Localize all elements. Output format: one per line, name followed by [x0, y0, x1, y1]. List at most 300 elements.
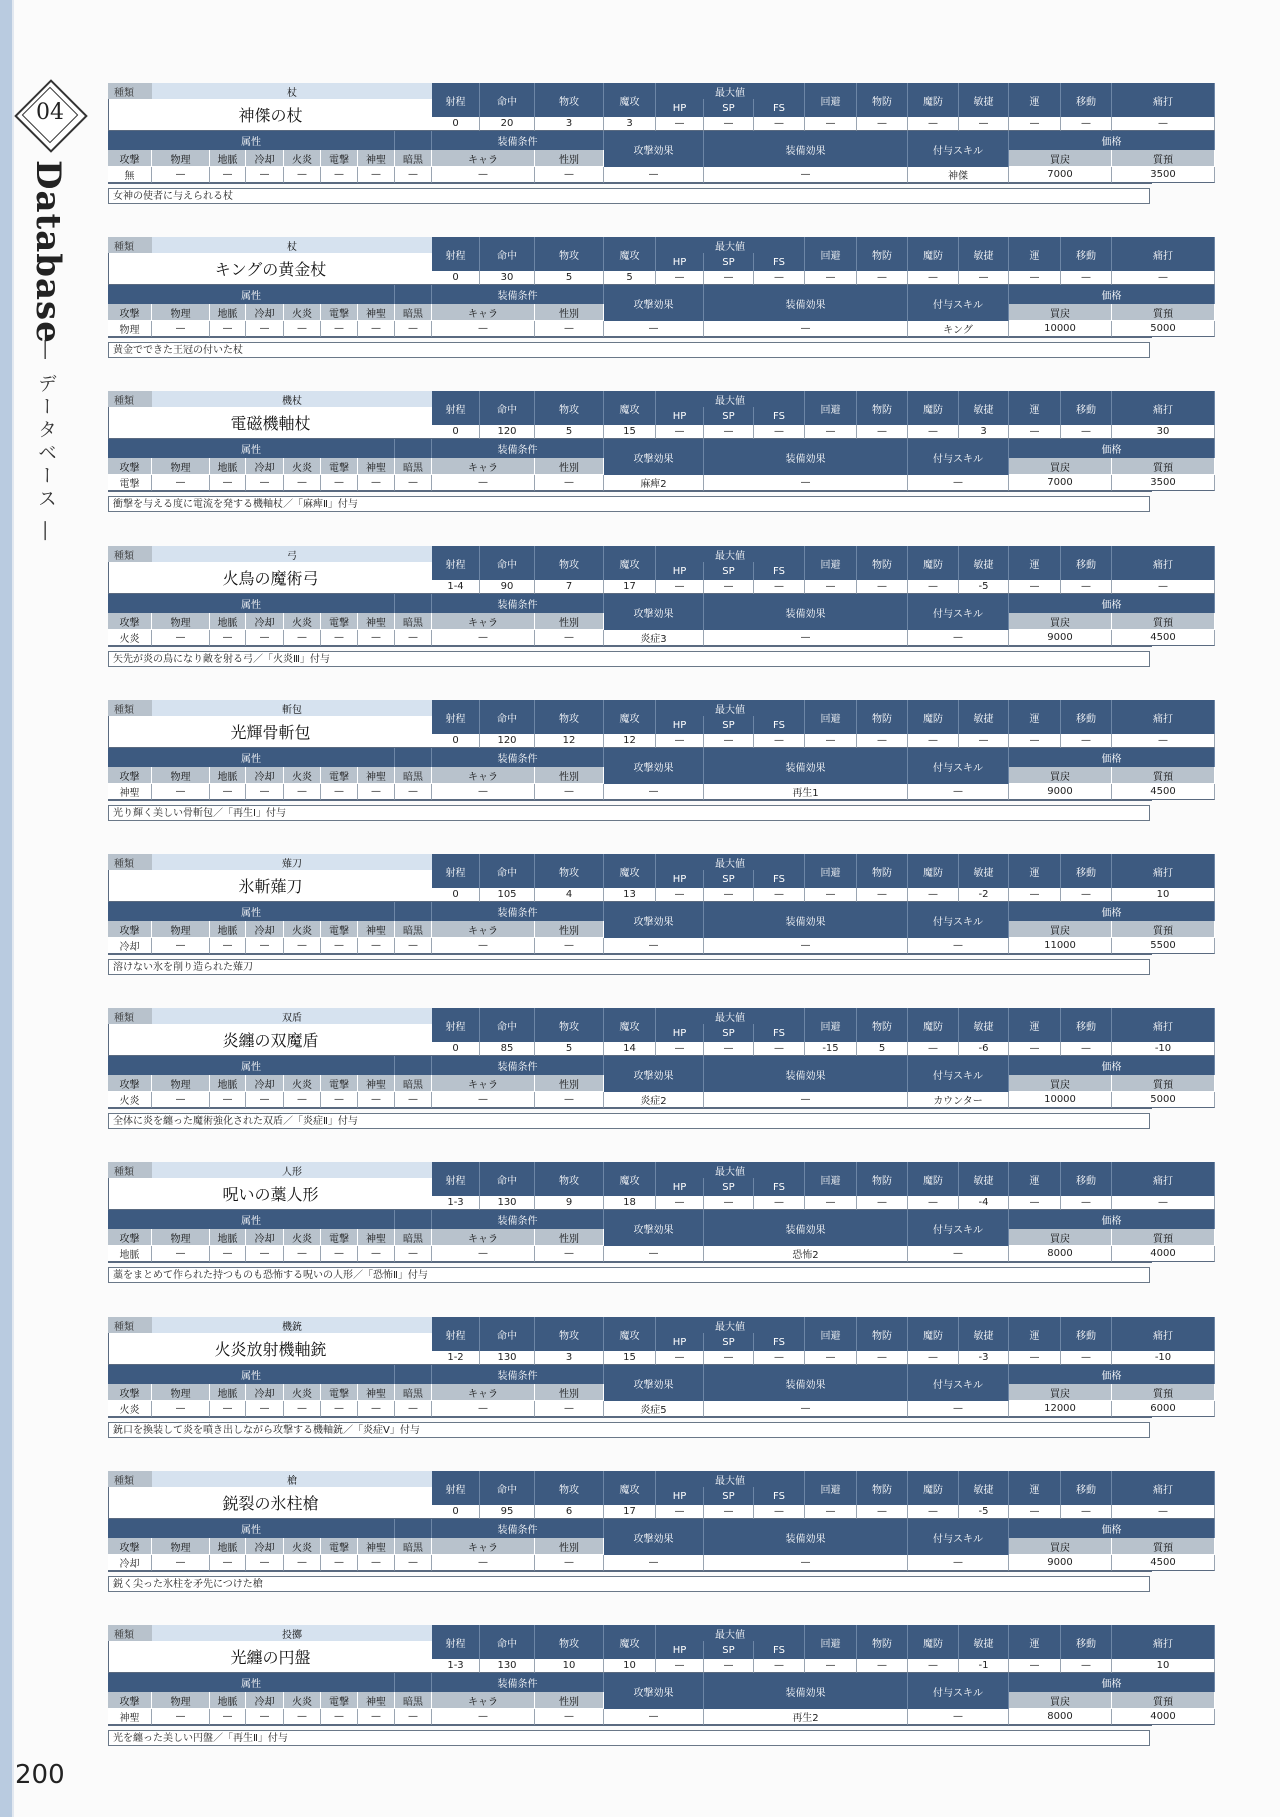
header-attr-fire: 火炎 — [284, 613, 321, 630]
stat-luck: — — [1009, 1659, 1061, 1673]
header-attack-effect: 攻撃効果 — [604, 439, 704, 475]
attr-fire: — — [284, 938, 321, 954]
stat-mag-atk: 13 — [604, 888, 656, 902]
header-buy: 買戻 — [1009, 1538, 1112, 1555]
price-sell: 3500 — [1112, 167, 1215, 183]
equip-effect: — — [704, 321, 908, 337]
attack-effect: — — [604, 1246, 704, 1262]
header-attr-attack: 攻撃 — [108, 767, 152, 784]
weapon-entry — [108, 1317, 1176, 1460]
header-attr-electric: 電撃 — [321, 458, 358, 475]
header-mag-def: 魔防 — [908, 1317, 959, 1351]
header-attr-earth: 地脈 — [210, 458, 246, 475]
header-move: 移動 — [1061, 83, 1112, 117]
header-range: 射程 — [432, 83, 480, 117]
header-sp: SP — [704, 870, 754, 888]
stat-range: 1-3 — [432, 1196, 480, 1210]
header-attr-earth: 地脈 — [210, 150, 246, 167]
attr-physical: — — [152, 1092, 210, 1108]
stat-hp: — — [656, 1505, 704, 1519]
header-attr-physical: 物理 — [152, 613, 210, 630]
header-luck: 運 — [1009, 237, 1061, 271]
header-gender: 性別 — [535, 613, 604, 630]
header-max-value: 最大値 — [656, 1471, 805, 1487]
header-attr-fire: 火炎 — [284, 1229, 321, 1246]
header-skill: 付与スキル — [908, 131, 1009, 167]
cond-gender: — — [535, 1555, 604, 1571]
header-max-value: 最大値 — [656, 391, 805, 407]
attr-attack: 火炎 — [108, 1092, 152, 1108]
header-phys-def: 物防 — [857, 1471, 908, 1505]
price-sell: 5500 — [1112, 938, 1215, 954]
weapon-description: 光を纏った美しい円盤／「再生Ⅱ」付与 — [108, 1730, 1150, 1746]
header-attr-cold: 冷却 — [246, 921, 284, 938]
stat-crit: 10 — [1112, 1659, 1215, 1673]
stat-phys-def: — — [857, 1351, 908, 1365]
weapon-type: 投擲 — [152, 1625, 432, 1641]
weapon-name: 神傑の杖 — [108, 99, 432, 131]
attr-fire: — — [284, 1709, 321, 1725]
header-attr-physical: 物理 — [152, 1384, 210, 1401]
header-attr-electric: 電撃 — [321, 1229, 358, 1246]
stat-crit: — — [1112, 734, 1215, 748]
price-sell: 5000 — [1112, 321, 1215, 337]
weapon-stat-table — [108, 237, 1176, 338]
header-chara: キャラ — [432, 921, 535, 938]
stat-mag-def: — — [908, 1196, 959, 1210]
stat-phys-atk: 3 — [535, 1351, 604, 1365]
header-evasion: 回避 — [805, 700, 857, 734]
header-fs: FS — [754, 99, 805, 117]
equip-effect: — — [704, 630, 908, 646]
header-attr-attack: 攻撃 — [108, 458, 152, 475]
attack-effect: — — [604, 167, 704, 183]
header-buy: 買戻 — [1009, 150, 1112, 167]
header-max-value: 最大値 — [656, 1008, 805, 1024]
header-attr-dark: 暗黒 — [395, 767, 432, 784]
stat-sp: — — [704, 1505, 754, 1519]
header-attr-fire: 火炎 — [284, 458, 321, 475]
header-spacer — [395, 1365, 432, 1384]
stat-range: 1-3 — [432, 1659, 480, 1673]
header-attr-holy: 神聖 — [358, 1384, 395, 1401]
header-price: 価格 — [1009, 1210, 1215, 1229]
attr-earth: — — [210, 630, 246, 646]
weapon-stat-table — [108, 391, 1176, 492]
header-move: 移動 — [1061, 854, 1112, 888]
header-gender: 性別 — [535, 1229, 604, 1246]
header-buy: 買戻 — [1009, 1229, 1112, 1246]
weapon-stat-table — [108, 546, 1176, 647]
stat-move: — — [1061, 1659, 1112, 1673]
stat-accuracy: 20 — [480, 117, 535, 131]
stat-agility: -5 — [959, 580, 1009, 594]
header-evasion: 回避 — [805, 1008, 857, 1042]
stat-mag-def: — — [908, 1351, 959, 1365]
header-attr-attack: 攻撃 — [108, 613, 152, 630]
stat-mag-def: — — [908, 888, 959, 902]
header-agility: 敏捷 — [959, 1008, 1009, 1042]
stat-luck: — — [1009, 425, 1061, 439]
header-crit: 痛打 — [1112, 1471, 1215, 1505]
weapon-type: 杖 — [152, 83, 432, 99]
attr-fire: — — [284, 475, 321, 491]
header-attr-dark: 暗黒 — [395, 1229, 432, 1246]
stat-luck: — — [1009, 1505, 1061, 1519]
stat-evasion: — — [805, 1196, 857, 1210]
stat-mag-atk: 18 — [604, 1196, 656, 1210]
attr-dark: — — [395, 784, 432, 800]
stat-phys-atk: 5 — [535, 425, 604, 439]
stat-phys-atk: 5 — [535, 1042, 604, 1056]
header-attribute: 属性 — [108, 1365, 395, 1384]
header-attr-fire: 火炎 — [284, 304, 321, 321]
stat-range: 0 — [432, 271, 480, 285]
weapon-stat-table — [108, 1162, 1176, 1263]
stat-sp: — — [704, 734, 754, 748]
price-buy: 9000 — [1009, 630, 1112, 646]
header-spacer — [395, 1210, 432, 1229]
attr-dark: — — [395, 938, 432, 954]
header-attr-cold: 冷却 — [246, 767, 284, 784]
stat-phys-def: — — [857, 1505, 908, 1519]
attr-physical: — — [152, 1709, 210, 1725]
header-accuracy: 命中 — [480, 1471, 535, 1505]
attack-effect: 炎症5 — [604, 1401, 704, 1417]
stat-fs: — — [754, 734, 805, 748]
header-evasion: 回避 — [805, 237, 857, 271]
attr-cold: — — [246, 167, 284, 183]
header-attr-earth: 地脈 — [210, 1075, 246, 1092]
stat-evasion: — — [805, 1505, 857, 1519]
header-crit: 痛打 — [1112, 1625, 1215, 1659]
header-chara: キャラ — [432, 1538, 535, 1555]
header-chara: キャラ — [432, 1229, 535, 1246]
cond-gender: — — [535, 167, 604, 183]
header-attr-fire: 火炎 — [284, 921, 321, 938]
header-accuracy: 命中 — [480, 854, 535, 888]
header-sp: SP — [704, 253, 754, 271]
header-attr-fire: 火炎 — [284, 1384, 321, 1401]
attr-electric: — — [321, 1246, 358, 1262]
stat-mag-atk: 10 — [604, 1659, 656, 1673]
header-hp: HP — [656, 716, 704, 734]
header-mag-def: 魔防 — [908, 546, 959, 580]
header-range: 射程 — [432, 854, 480, 888]
header-accuracy: 命中 — [480, 1008, 535, 1042]
weapon-stat-table — [108, 1008, 1176, 1109]
header-spacer — [395, 1056, 432, 1075]
header-equip-cond: 装備条件 — [432, 1673, 604, 1692]
header-attribute: 属性 — [108, 285, 395, 304]
header-agility: 敏捷 — [959, 1162, 1009, 1196]
header-attr-dark: 暗黒 — [395, 1384, 432, 1401]
header-hp: HP — [656, 253, 704, 271]
header-fs: FS — [754, 253, 805, 271]
header-attr-earth: 地脈 — [210, 1229, 246, 1246]
stat-hp: — — [656, 117, 704, 131]
header-fs: FS — [754, 1024, 805, 1042]
attr-holy: — — [358, 475, 395, 491]
stat-mag-def: — — [908, 1042, 959, 1056]
attr-fire: — — [284, 167, 321, 183]
attr-fire: — — [284, 1246, 321, 1262]
header-mag-atk: 魔攻 — [604, 1008, 656, 1042]
header-price: 価格 — [1009, 1365, 1215, 1384]
header-accuracy: 命中 — [480, 83, 535, 117]
stat-crit: — — [1112, 1196, 1215, 1210]
cond-chara: — — [432, 1555, 535, 1571]
type-label: 種類 — [108, 1008, 152, 1024]
stat-phys-atk: 4 — [535, 888, 604, 902]
header-equip-effect: 装備効果 — [704, 131, 908, 167]
header-max-value: 最大値 — [656, 700, 805, 716]
header-sp: SP — [704, 1024, 754, 1042]
price-sell: 4500 — [1112, 784, 1215, 800]
header-move: 移動 — [1061, 1471, 1112, 1505]
stat-crit: — — [1112, 580, 1215, 594]
header-attr-electric: 電撃 — [321, 613, 358, 630]
header-sp: SP — [704, 716, 754, 734]
header-attr-physical: 物理 — [152, 458, 210, 475]
stat-evasion: — — [805, 888, 857, 902]
weapon-description: 黄金でできた王冠の付いた杖 — [108, 342, 1150, 358]
header-phys-def: 物防 — [857, 700, 908, 734]
attr-physical: — — [152, 1246, 210, 1262]
stat-sp: — — [704, 271, 754, 285]
header-move: 移動 — [1061, 700, 1112, 734]
attr-earth: — — [210, 321, 246, 337]
header-skill: 付与スキル — [908, 1519, 1009, 1555]
header-attr-attack: 攻撃 — [108, 1075, 152, 1092]
attr-holy: — — [358, 167, 395, 183]
attr-dark: — — [395, 167, 432, 183]
header-attr-earth: 地脈 — [210, 1538, 246, 1555]
header-attr-earth: 地脈 — [210, 304, 246, 321]
header-max-value: 最大値 — [656, 1162, 805, 1178]
header-phys-atk: 物攻 — [535, 1317, 604, 1351]
price-sell: 4000 — [1112, 1709, 1215, 1725]
cond-gender: — — [535, 1709, 604, 1725]
header-equip-cond: 装備条件 — [432, 902, 604, 921]
header-attr-physical: 物理 — [152, 304, 210, 321]
header-attack-effect: 攻撃効果 — [604, 1210, 704, 1246]
header-attribute: 属性 — [108, 748, 395, 767]
attack-effect: — — [604, 784, 704, 800]
attack-effect: — — [604, 1709, 704, 1725]
stat-sp: — — [704, 888, 754, 902]
header-spacer — [395, 439, 432, 458]
header-attr-attack: 攻撃 — [108, 1692, 152, 1709]
attr-earth: — — [210, 1555, 246, 1571]
stat-hp: — — [656, 425, 704, 439]
stat-phys-atk: 9 — [535, 1196, 604, 1210]
stat-phys-def: — — [857, 1659, 908, 1673]
header-mag-def: 魔防 — [908, 237, 959, 271]
header-phys-def: 物防 — [857, 83, 908, 117]
header-max-value: 最大値 — [656, 1317, 805, 1333]
stat-range: 0 — [432, 117, 480, 131]
stat-hp: — — [656, 1042, 704, 1056]
stat-evasion: — — [805, 1659, 857, 1673]
stat-accuracy: 130 — [480, 1659, 535, 1673]
header-agility: 敏捷 — [959, 700, 1009, 734]
attr-cold: — — [246, 1555, 284, 1571]
header-max-value: 最大値 — [656, 854, 805, 870]
header-move: 移動 — [1061, 237, 1112, 271]
header-attr-dark: 暗黒 — [395, 1075, 432, 1092]
header-attr-fire: 火炎 — [284, 767, 321, 784]
equip-effect: — — [704, 167, 908, 183]
attr-cold: — — [246, 475, 284, 491]
header-price: 価格 — [1009, 1519, 1215, 1538]
header-agility: 敏捷 — [959, 546, 1009, 580]
attr-holy: — — [358, 1401, 395, 1417]
header-sell: 質預 — [1112, 304, 1215, 321]
header-equip-cond: 装備条件 — [432, 439, 604, 458]
stat-fs: — — [754, 1196, 805, 1210]
weapon-entry — [108, 854, 1176, 997]
header-gender: 性別 — [535, 1538, 604, 1555]
header-range: 射程 — [432, 1317, 480, 1351]
header-attr-electric: 電撃 — [321, 1538, 358, 1555]
header-attr-holy: 神聖 — [358, 767, 395, 784]
header-agility: 敏捷 — [959, 83, 1009, 117]
header-phys-def: 物防 — [857, 391, 908, 425]
header-attribute: 属性 — [108, 1519, 395, 1538]
granted-skill: — — [908, 1709, 1009, 1725]
header-range: 射程 — [432, 391, 480, 425]
stat-move: — — [1061, 1042, 1112, 1056]
equip-effect: — — [704, 1401, 908, 1417]
header-attr-holy: 神聖 — [358, 458, 395, 475]
weapon-name: 鋭裂の氷柱槍 — [108, 1487, 432, 1519]
stat-hp: — — [656, 1351, 704, 1365]
attr-earth: — — [210, 1401, 246, 1417]
header-crit: 痛打 — [1112, 546, 1215, 580]
header-phys-atk: 物攻 — [535, 854, 604, 888]
header-attr-physical: 物理 — [152, 1229, 210, 1246]
stat-range: 0 — [432, 888, 480, 902]
weapon-name: 氷斬薙刀 — [108, 870, 432, 902]
stat-accuracy: 120 — [480, 734, 535, 748]
header-buy: 買戻 — [1009, 921, 1112, 938]
header-attack-effect: 攻撃効果 — [604, 285, 704, 321]
weapon-entry — [108, 391, 1176, 534]
header-agility: 敏捷 — [959, 1471, 1009, 1505]
type-label: 種類 — [108, 854, 152, 870]
header-range: 射程 — [432, 1471, 480, 1505]
header-equip-cond: 装備条件 — [432, 1365, 604, 1384]
section-subtitle: ― データベース ― — [35, 340, 57, 545]
price-sell: 4500 — [1112, 1555, 1215, 1571]
cond-gender: — — [535, 938, 604, 954]
attr-attack: 冷却 — [108, 938, 152, 954]
header-attr-physical: 物理 — [152, 767, 210, 784]
stat-move: — — [1061, 1196, 1112, 1210]
stat-mag-atk: 3 — [604, 117, 656, 131]
stat-sp: — — [704, 1042, 754, 1056]
header-equip-effect: 装備効果 — [704, 1365, 908, 1401]
attr-physical: — — [152, 630, 210, 646]
header-attr-dark: 暗黒 — [395, 304, 432, 321]
stat-phys-atk: 7 — [535, 580, 604, 594]
header-crit: 痛打 — [1112, 700, 1215, 734]
stat-move: — — [1061, 271, 1112, 285]
stat-luck: — — [1009, 117, 1061, 131]
header-attack-effect: 攻撃効果 — [604, 1365, 704, 1401]
header-buy: 買戻 — [1009, 767, 1112, 784]
stat-crit: -10 — [1112, 1351, 1215, 1365]
weapon-description: 全体に炎を纏った魔術強化された双盾／「炎症Ⅱ」付与 — [108, 1113, 1150, 1129]
header-attr-fire: 火炎 — [284, 1075, 321, 1092]
header-range: 射程 — [432, 1625, 480, 1659]
attr-earth: — — [210, 475, 246, 491]
header-attack-effect: 攻撃効果 — [604, 1056, 704, 1092]
weapon-type: 斬包 — [152, 700, 432, 716]
cond-gender: — — [535, 475, 604, 491]
header-equip-cond: 装備条件 — [432, 1210, 604, 1229]
header-gender: 性別 — [535, 150, 604, 167]
attr-fire: — — [284, 1092, 321, 1108]
attr-attack: 神聖 — [108, 1709, 152, 1725]
stat-accuracy: 30 — [480, 271, 535, 285]
type-label: 種類 — [108, 391, 152, 407]
attr-physical: — — [152, 1401, 210, 1417]
attr-physical: — — [152, 938, 210, 954]
weapon-type: 機杖 — [152, 391, 432, 407]
header-phys-def: 物防 — [857, 1008, 908, 1042]
header-agility: 敏捷 — [959, 391, 1009, 425]
stat-phys-def: — — [857, 117, 908, 131]
header-attr-electric: 電撃 — [321, 767, 358, 784]
header-sell: 質預 — [1112, 1229, 1215, 1246]
header-range: 射程 — [432, 237, 480, 271]
attr-attack: 神聖 — [108, 784, 152, 800]
price-buy: 12000 — [1009, 1401, 1112, 1417]
stat-mag-atk: 17 — [604, 580, 656, 594]
stat-phys-def: 5 — [857, 1042, 908, 1056]
header-range: 射程 — [432, 546, 480, 580]
page-spine-bar — [0, 0, 12, 1817]
header-mag-def: 魔防 — [908, 1471, 959, 1505]
header-attr-cold: 冷却 — [246, 1538, 284, 1555]
weapon-description: 銃口を換装して炎を噴き出しながら攻撃する機軸銃／「炎症Ⅴ」付与 — [108, 1422, 1150, 1438]
header-accuracy: 命中 — [480, 391, 535, 425]
header-hp: HP — [656, 562, 704, 580]
header-buy: 買戻 — [1009, 1075, 1112, 1092]
type-label: 種類 — [108, 1162, 152, 1178]
price-buy: 8000 — [1009, 1246, 1112, 1262]
header-attr-dark: 暗黒 — [395, 921, 432, 938]
attr-earth: — — [210, 784, 246, 800]
header-attr-earth: 地脈 — [210, 767, 246, 784]
stat-evasion: — — [805, 117, 857, 131]
cond-chara: — — [432, 475, 535, 491]
page-spine-line — [12, 0, 14, 1817]
stat-phys-atk: 3 — [535, 117, 604, 131]
header-attr-dark: 暗黒 — [395, 1538, 432, 1555]
stat-fs: — — [754, 1659, 805, 1673]
header-attr-holy: 神聖 — [358, 921, 395, 938]
header-mag-atk: 魔攻 — [604, 1162, 656, 1196]
stat-fs: — — [754, 1505, 805, 1519]
header-attack-effect: 攻撃効果 — [604, 1519, 704, 1555]
header-chara: キャラ — [432, 1692, 535, 1709]
stat-mag-def: — — [908, 271, 959, 285]
header-spacer — [395, 902, 432, 921]
header-chara: キャラ — [432, 150, 535, 167]
